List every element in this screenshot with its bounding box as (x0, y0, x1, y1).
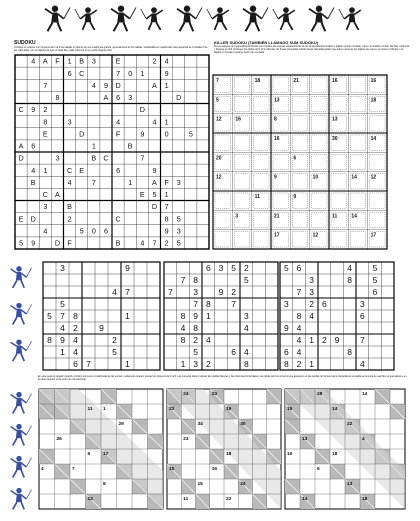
mini-sudoku-given: 8 (205, 299, 211, 310)
kakuro-clue: 1 (103, 407, 106, 412)
kakuro-clue: 23 (211, 392, 218, 397)
killer-cage-sum: 6 (293, 155, 297, 162)
hex-given-digit: D (176, 93, 182, 103)
mini-sudoku-given: 8 (296, 311, 302, 322)
kakuro-clue: 24 (240, 482, 246, 487)
kakuro-clue: 16 (211, 467, 218, 472)
kakuro-clue: 6 (87, 452, 91, 457)
hex-given-digit: 7 (91, 177, 96, 187)
mini-sudoku-given: 2 (193, 335, 199, 346)
mini-sudoku-given: 2 (73, 323, 78, 334)
ninja-figure (339, 7, 361, 30)
kakuro-clue: 28 (317, 392, 323, 397)
kakuro-3 (284, 388, 408, 512)
side-ninja-figure (11, 339, 32, 361)
mini-sudoku-given: 8 (180, 335, 186, 346)
hex-given-digit: 3 (176, 226, 181, 236)
hex-given-digit: A (42, 56, 48, 66)
hex-given-digit: 9 (31, 238, 36, 248)
hex-given-digit: 4 (91, 80, 96, 90)
killer-cage-sum: 12 (216, 174, 222, 181)
hex-sudoku-title: SUDOKU (14, 40, 36, 46)
mini-sudoku-given: 7 (125, 287, 130, 298)
hex-given-digit: D (139, 105, 145, 115)
ninja-figure (75, 7, 97, 30)
mini-sudoku-given: 8 (347, 275, 353, 286)
killer-cage-sum: 20 (216, 155, 222, 162)
mini-sudoku-given: 8 (243, 359, 249, 370)
hex-given-digit: 4 (31, 165, 36, 175)
kakuro-clue: 29 (118, 422, 124, 427)
mini-sudoku-given: 8 (193, 323, 199, 334)
side-ninja-figure (11, 424, 32, 446)
hex-given-digit: A (18, 141, 24, 151)
kakuro-clue: 13 (302, 437, 308, 442)
hex-given-digit: 4 (152, 117, 157, 127)
kakuro-clue: 24 (183, 392, 189, 397)
mini-sudoku-given: 4 (73, 335, 78, 346)
mini-sudoku-given: 7 (60, 311, 65, 322)
mini-sudoku-given: 3 (309, 275, 315, 286)
mini-sudoku-given: 1 (125, 311, 130, 322)
mini-sudoku-given: 1 (205, 311, 211, 322)
kakuro-intro: En este juego el jugador repartir el mismo número en cuadrículas de las sumas y solamente pueden usarse los números del 1 al 9. Los números deben rellenar las casillas blancas y las columnas horizontales. Las pistas son los números que aparecen en las casillas (el número de la izquierda de la casilla es la suma de esa fila y el que aparece en la parte superior es la suma de esa columna). (38, 375, 407, 381)
killer-cage-sum: 12 (312, 232, 319, 239)
hex-given-digit: 1 (164, 80, 169, 90)
mini-sudoku-given: 9 (218, 287, 224, 298)
hex-given-digit: 5 (152, 190, 157, 200)
mini-sudoku-3 (279, 261, 396, 373)
kakuro-clue: 4 (362, 437, 365, 442)
hex-given-digit: 7 (152, 238, 157, 248)
kakuro-clue: 23 (183, 437, 189, 442)
hex-given-digit: 4 (140, 238, 145, 248)
mini-sudoku-given: 4 (60, 323, 65, 334)
hex-given-digit: 0 (164, 129, 169, 139)
mini-sudoku-given: 6 (372, 287, 378, 298)
hex-given-digit: F (67, 238, 72, 248)
mini-sudoku-given: 3 (359, 299, 365, 310)
mini-sudoku-given: 3 (193, 287, 199, 298)
hex-given-digit: E (139, 190, 145, 200)
hex-given-digit: 1 (67, 56, 72, 66)
killer-cage-sum: 14 (370, 136, 377, 142)
mini-sudoku-given: 4 (347, 263, 353, 274)
hex-given-digit: 8 (43, 117, 48, 127)
kakuro-clue: 19 (226, 407, 232, 412)
mini-sudoku-given: 4 (180, 323, 186, 334)
mini-sudoku-given: 5 (60, 299, 65, 310)
mini-sudoku-given: 9 (193, 311, 199, 322)
hex-given-digit: 1 (140, 68, 145, 78)
hex-given-digit: C (103, 153, 109, 163)
mini-sudoku-given: 3 (283, 299, 289, 310)
hex-given-digit: E (18, 214, 24, 224)
killer-cage-sum: 18 (370, 97, 377, 104)
hex-given-digit: F (55, 56, 60, 66)
mini-sudoku-given: 9 (125, 263, 130, 274)
ninja-figure (111, 5, 136, 31)
mini-sudoku-given: 6 (321, 299, 327, 310)
mini-sudoku-given: 2 (309, 299, 315, 310)
killer-cage-sum: 5 (216, 97, 219, 104)
kakuro-2 (166, 388, 284, 512)
hex-given-digit: 1 (164, 190, 169, 200)
kakuro-clue: 14 (362, 392, 368, 397)
mini-sudoku-given: 7 (180, 275, 186, 286)
mini-sudoku-given: 7 (296, 287, 302, 298)
kakuro-clue: 13 (87, 497, 93, 502)
kakuro-clue: 10 (287, 452, 293, 457)
kakuro-clue: 11 (183, 497, 189, 502)
killer-cage-sum: 13 (274, 97, 280, 104)
kakuro-clue: 11 (87, 407, 93, 412)
kakuro-1 (38, 388, 166, 512)
kakuro-clue: 30 (240, 422, 246, 427)
mini-sudoku-given: 4 (296, 335, 302, 346)
kakuro-clue: 15 (169, 467, 175, 472)
kakuro-clue: 17 (103, 452, 109, 457)
hex-given-digit: 9 (140, 129, 145, 139)
mini-sudoku-given: 5 (112, 347, 117, 358)
ninja-figure (141, 7, 163, 30)
ninja-figure (177, 5, 202, 31)
mini-sudoku-given: 2 (296, 359, 302, 370)
kakuro-clue: 13 (347, 482, 353, 487)
hex-given-digit: 6 (103, 226, 108, 236)
kakuro-clue: 7 (72, 467, 75, 472)
mini-sudoku-given: 7 (359, 335, 365, 346)
hex-given-digit: 3 (91, 56, 96, 66)
hex-given-digit: 5 (176, 238, 181, 248)
mini-sudoku-given: 1 (125, 359, 130, 370)
mini-sudoku-given: 3 (60, 263, 65, 274)
hex-given-digit: 7 (164, 202, 169, 212)
killer-cage-sum: 8 (274, 116, 277, 123)
hex-given-digit: 2 (164, 238, 169, 248)
hex-given-digit: 6 (116, 165, 121, 175)
kakuro-clue: 15 (287, 407, 293, 412)
mini-sudoku-given: 4 (309, 311, 315, 322)
hex-given-digit: 4 (116, 117, 121, 127)
mini-sudoku-given: 1 (180, 359, 186, 370)
hex-given-digit: 9 (152, 165, 157, 175)
mini-sudoku-given: 7 (86, 359, 91, 370)
killer-sudoku-title: KILLER SUDOKU (TAMBIÉN LLAMADO SUM SUDOKU) (214, 40, 319, 45)
ninja-figure (243, 5, 268, 31)
hex-given-digit: D (151, 202, 158, 212)
mini-sudoku-given: 3 (243, 311, 249, 322)
hex-given-digit: 5 (79, 226, 84, 236)
hex-sudoku-intro: Consiste en rellenar con números del 1 al 9 las casillas en blanco de una cuadrícula grande, generalmente de 81 casillas, subdividida en cuadrículas más pequeñas de 9 casillas (tres por cada lado), con el objetivo de que en cada fila y cada columna no se repita ninguna cifra. (14, 46, 208, 52)
kakuro-clue: 14 (332, 407, 338, 412)
hex-given-digit: D (30, 214, 36, 224)
mini-sudoku-given: 8 (347, 347, 353, 358)
mini-sudoku-given: 2 (243, 263, 249, 274)
hex-given-digit: 5 (176, 214, 181, 224)
mini-sudoku-given: 4 (73, 347, 78, 358)
killer-cage-sum: 11 (332, 213, 338, 220)
mini-sudoku-given: 6 (296, 263, 302, 274)
mini-sudoku-given: 6 (359, 311, 365, 322)
ninja-banner (0, 0, 420, 38)
ninja-figure (45, 5, 70, 31)
kakuro-clue: 15 (197, 482, 203, 487)
mini-sudoku-given: 6 (73, 359, 78, 370)
hex-given-digit: 9 (164, 68, 169, 78)
mini-sudoku-given: 5 (283, 263, 289, 274)
mini-sudoku-given: 9 (334, 335, 340, 346)
hex-given-digit: D (54, 238, 61, 248)
hex-given-digit: 6 (31, 141, 36, 151)
mini-sudoku-given: 4 (243, 347, 249, 358)
kakuro-clue: 8 (103, 482, 106, 487)
hex-given-digit: B (30, 177, 36, 187)
hex-given-digit: 1 (128, 177, 133, 187)
hex-given-digit: F (164, 177, 169, 187)
ninja-figure (207, 7, 229, 30)
side-ninja-strip-bottom (4, 386, 34, 514)
hex-given-digit: C (18, 105, 24, 115)
hex-given-digit: A (152, 177, 157, 187)
hex-given-digit: E (42, 129, 48, 139)
kakuro-clue: 18 (226, 452, 232, 457)
hex-given-digit: B (79, 56, 85, 66)
mini-sudoku-given: 4 (205, 335, 211, 346)
killer-cage-sum: 16 (332, 78, 338, 84)
killer-cage-sum: 3 (235, 213, 239, 220)
mini-sudoku-given: 7 (167, 287, 173, 298)
hex-given-digit: C (66, 165, 73, 175)
mini-sudoku-given: 1 (309, 335, 315, 346)
killer-cage-sum: 30 (332, 136, 338, 142)
hex-given-digit: 8 (55, 93, 60, 103)
killer-cage-sum: 12 (370, 174, 377, 181)
hex-given-digit: 9 (164, 226, 169, 236)
hex-given-digit: B (67, 202, 72, 212)
mini-sudoku-given: 2 (231, 287, 237, 298)
killer-cage-sum: 16 (235, 116, 241, 123)
kakuro-clue: 34 (197, 422, 203, 427)
hex-given-digit: C (42, 190, 48, 200)
kakuro-clue: 6 (317, 467, 320, 472)
killer-sudoku-section (214, 40, 410, 73)
mini-sudoku-2 (163, 261, 280, 373)
hex-given-digit: 7 (43, 80, 48, 90)
hex-given-digit: 3 (176, 177, 181, 187)
mini-sudoku-given: 8 (47, 335, 52, 346)
mini-sudoku-given: 5 (193, 347, 199, 358)
ninja-figure (273, 7, 295, 30)
side-ninja-figure (11, 456, 32, 478)
hex-given-digit: A (152, 80, 157, 90)
mini-sudoku-given: 2 (205, 359, 211, 370)
side-ninja-figure (11, 488, 32, 510)
kakuro-clue: 22 (347, 422, 353, 427)
mini-sudoku-1 (42, 261, 164, 373)
hex-given-digit: 1 (164, 117, 169, 127)
killer-cage-sum: 17 (370, 232, 377, 239)
mini-sudoku-given: 9 (283, 323, 289, 334)
killer-cage-sum: 9 (274, 174, 277, 181)
hex-given-digit: 3 (128, 93, 133, 103)
mini-sudoku-given: 6 (231, 347, 237, 358)
mini-sudoku-given: 9 (60, 335, 65, 346)
killer-cage-sum: 9 (293, 194, 297, 200)
hex-given-digit: 6 (67, 68, 72, 78)
kakuro-clue: 18 (332, 452, 338, 457)
killer-cage-sum: 13 (332, 116, 338, 123)
hex-given-digit: 7 (140, 153, 145, 163)
hex-given-digit: B (127, 141, 133, 151)
hex-given-digit: D (79, 129, 85, 139)
mini-sudoku-given: 5 (372, 263, 378, 274)
kakuro-clue: 4 (41, 467, 44, 472)
hex-given-digit: 6 (116, 93, 121, 103)
mini-sudoku-given: 5 (243, 275, 249, 286)
killer-sudoku-grid (212, 74, 408, 250)
hex-given-digit: 8 (164, 214, 169, 224)
killer-cage-sum: 21 (293, 78, 299, 84)
hex-given-digit: 3 (67, 117, 72, 127)
hex-given-digit: 7 (116, 68, 121, 78)
hex-given-digit: 4 (67, 177, 72, 187)
mini-sudoku-given: 4 (112, 287, 117, 298)
mini-sudoku-given: 4 (296, 347, 302, 358)
killer-cage-sum: 21 (274, 213, 280, 220)
hex-given-digit: 4 (31, 56, 36, 66)
hex-given-digit: 2 (152, 56, 157, 66)
hex-given-digit: 9 (31, 105, 36, 115)
mini-sudoku-given: 8 (73, 311, 78, 322)
hex-given-digit: D (18, 153, 24, 163)
killer-cage-sum: 10 (312, 174, 319, 181)
mini-sudoku-given: 6 (205, 263, 211, 274)
kakuro-clue: 26 (56, 437, 62, 442)
hex-given-digit: 0 (91, 226, 96, 236)
killer-cage-sum: 7 (216, 78, 219, 84)
mini-sudoku-given: 2 (321, 335, 327, 346)
hex-given-digit: 5 (19, 238, 24, 248)
hex-given-digit: 4 (164, 56, 169, 66)
hex-given-digit: C (115, 214, 121, 224)
side-ninja-figure (11, 303, 32, 325)
hex-given-digit: 1 (91, 141, 96, 151)
kakuro-clue: 18 (362, 497, 368, 502)
hex-given-digit: 4 (43, 226, 48, 236)
hex-given-digit: 1 (43, 165, 48, 175)
mini-sudoku-given: 9 (99, 323, 104, 334)
killer-cage-sum: 12 (216, 116, 222, 123)
mini-sudoku-given: 2 (112, 335, 117, 346)
mini-sudoku-given: 8 (283, 359, 289, 370)
killer-cage-sum: 16 (370, 78, 377, 84)
hex-sudoku-grid (14, 54, 210, 250)
kakuro-clue: 22 (169, 407, 175, 412)
mini-sudoku-given: 7 (193, 299, 199, 310)
hex-given-digit: B (115, 238, 121, 248)
hex-given-digit: D (115, 80, 121, 90)
side-ninja-strip-mid (4, 258, 34, 368)
hex-given-digit: A (55, 190, 60, 200)
mini-sudoku-given: 8 (193, 275, 199, 286)
ninja-figures (45, 5, 361, 31)
hex-given-digit: A (103, 93, 109, 103)
kakuro-clue: 14 (302, 497, 308, 502)
mini-sudoku-given: 6 (283, 347, 289, 358)
killer-sudoku-intro: Es una especie de rompecabezas híbrido que combina las mejores características de los rompecabezas Sudoku y Kakuro (suma cruzada). Como un Sudoku normal, las filas, columnas y bloques de 3x3 contienen los dígitos del 1 al 9. Además, las líneas punteadas indican áreas, llamadas jaulas, que deben contener los dígitos que sumen el número indicado. Los dígitos no pueden repetirse dentro de una jaula. (214, 45, 410, 54)
hex-given-digit: 3 (43, 202, 48, 212)
hex-given-digit: 3 (55, 153, 60, 163)
hex-given-digit: 2 (67, 214, 72, 224)
mini-sudoku-given: 3 (309, 287, 315, 298)
killer-cage-sum: 16 (274, 136, 280, 142)
mini-sudoku-given: 3 (218, 263, 224, 274)
hex-given-digit: 5 (188, 129, 193, 139)
mini-sudoku-given: 7 (231, 299, 237, 310)
killer-cage-sum: 18 (254, 78, 261, 84)
ninja-figure (309, 5, 334, 31)
hex-given-digit: F (115, 129, 121, 139)
mini-sudoku-given: 1 (309, 359, 315, 370)
mini-sudoku-given: 5 (372, 275, 378, 286)
killer-cage-sum: 17 (274, 232, 280, 239)
hex-given-digit: B (91, 153, 97, 163)
mini-sudoku-given: 1 (60, 347, 65, 358)
mini-sudoku-given: 4 (296, 323, 302, 334)
killer-cage-sum: 14 (351, 174, 357, 181)
side-ninja-figure (11, 266, 32, 288)
mini-sudoku-given: 4 (243, 323, 249, 334)
mini-sudoku-given: 3 (193, 359, 199, 370)
hex-given-digit: C (79, 68, 85, 78)
mini-sudoku-given: 4 (359, 359, 365, 370)
hex-given-digit: E (79, 165, 85, 175)
kakuro-clue: 22 (226, 497, 232, 502)
hex-given-digit: 0 (128, 68, 133, 78)
hex-given-digit: 9 (103, 80, 108, 90)
mini-sudoku-given: 5 (231, 263, 237, 274)
killer-cage-sum: 14 (351, 213, 357, 220)
mini-sudoku-given: 5 (47, 311, 52, 322)
killer-cage-sum: 11 (254, 194, 260, 200)
side-ninja-figure (11, 392, 32, 414)
hex-given-digit: 2 (43, 105, 48, 115)
hex-given-digit: E (115, 56, 121, 66)
mini-sudoku-given: 8 (180, 311, 186, 322)
